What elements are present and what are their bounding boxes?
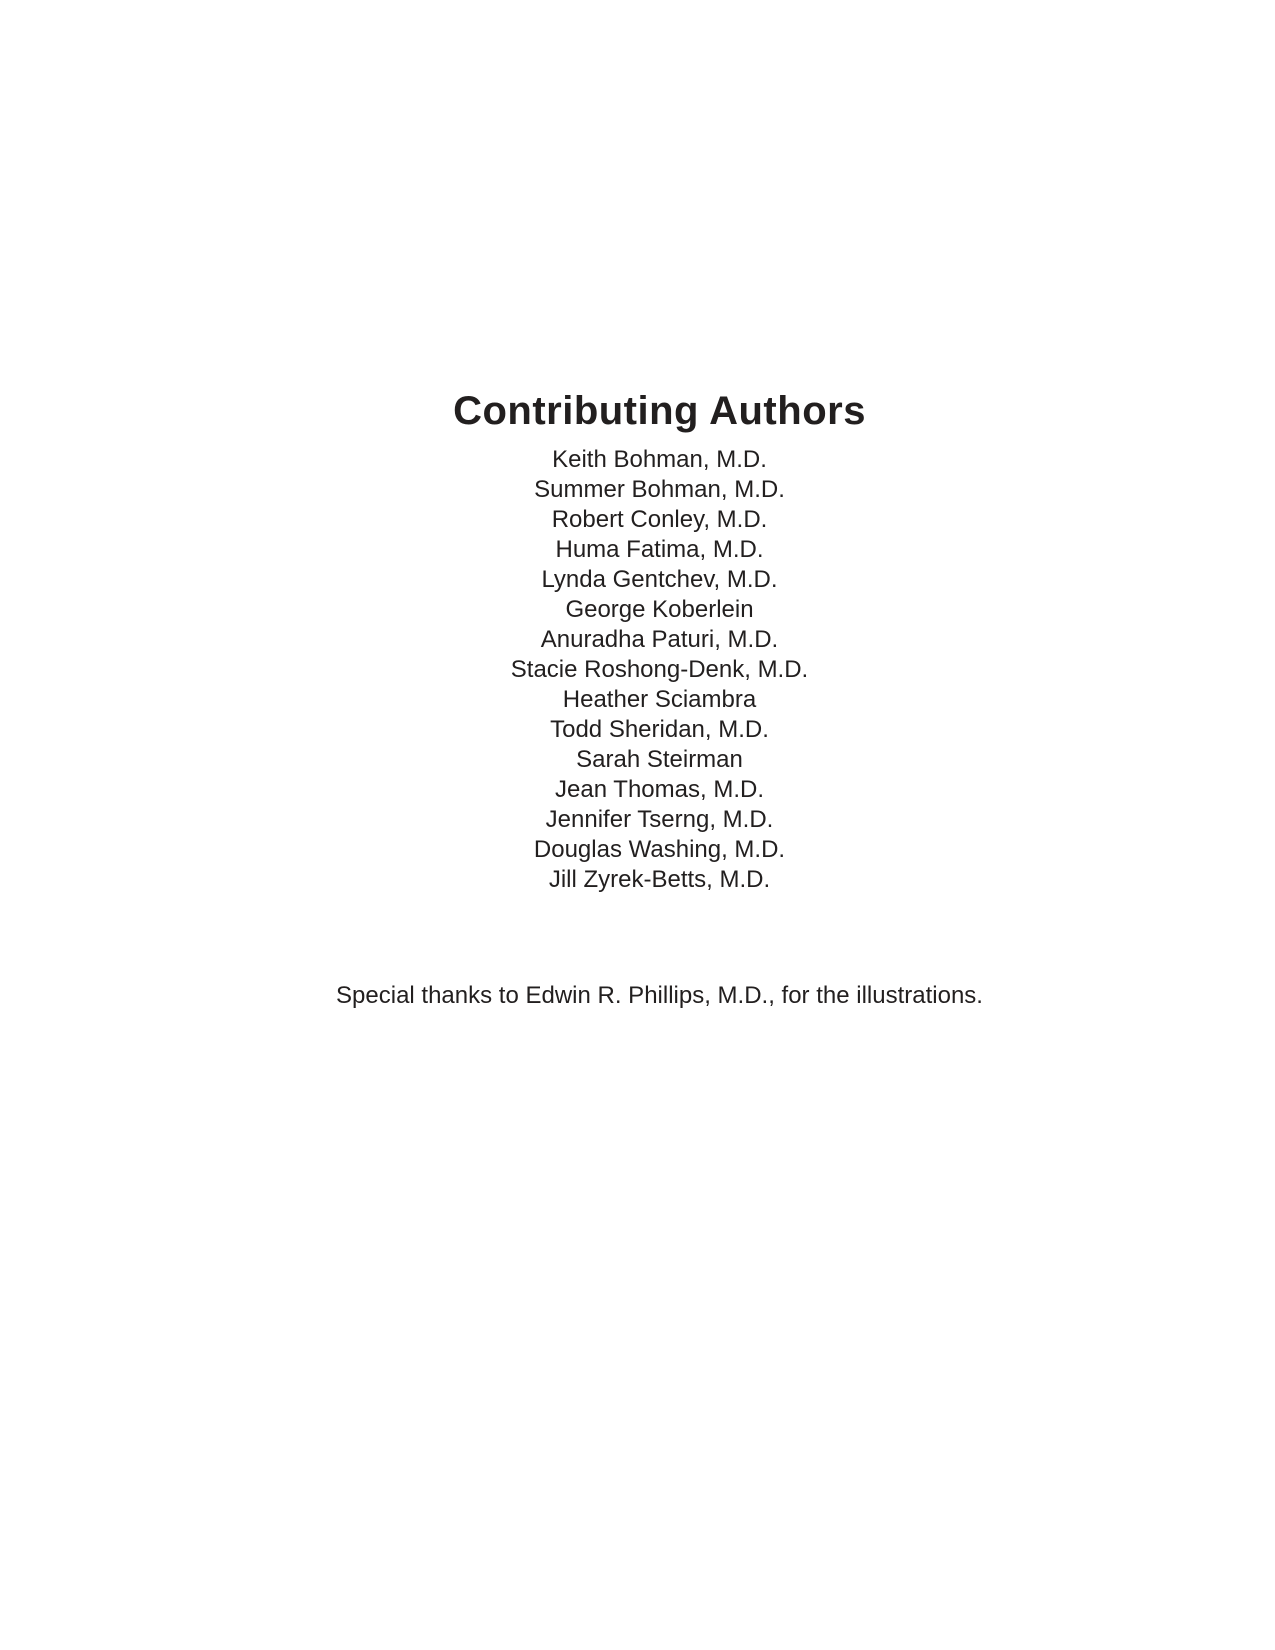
- author-line: Keith Bohman, M.D.: [552, 446, 767, 473]
- author-line: Robert Conley, M.D.: [551, 506, 768, 533]
- page-title: Contributing Authors: [453, 388, 866, 433]
- author-line: Jennifer Tserng, M.D.: [545, 806, 774, 833]
- author-line: Heather Sciambra: [562, 686, 757, 713]
- author-line: Douglas Washing, M.D.: [533, 836, 786, 863]
- author-line: Anuradha Paturi, M.D.: [540, 626, 779, 653]
- author-line: Todd Sheridan, M.D.: [550, 716, 769, 743]
- author-line: Jean Thomas, M.D.: [555, 776, 764, 803]
- author-line: Stacie Roshong-Denk, M.D.: [510, 656, 809, 683]
- author-line: George Koberlein: [565, 596, 754, 623]
- special-thanks-note: Special thanks to Edwin R. Phillips, M.D., for the illustrations.: [336, 982, 983, 1009]
- author-line: Jill Zyrek-Betts, M.D.: [548, 866, 771, 893]
- author-line: Huma Fatima, M.D.: [555, 536, 764, 563]
- author-line: Sarah Steirman: [576, 746, 743, 773]
- author-line: Lynda Gentchev, M.D.: [541, 566, 778, 593]
- author-line: Summer Bohman, M.D.: [534, 476, 785, 503]
- contributing-authors-list: [22, 445, 1275, 895]
